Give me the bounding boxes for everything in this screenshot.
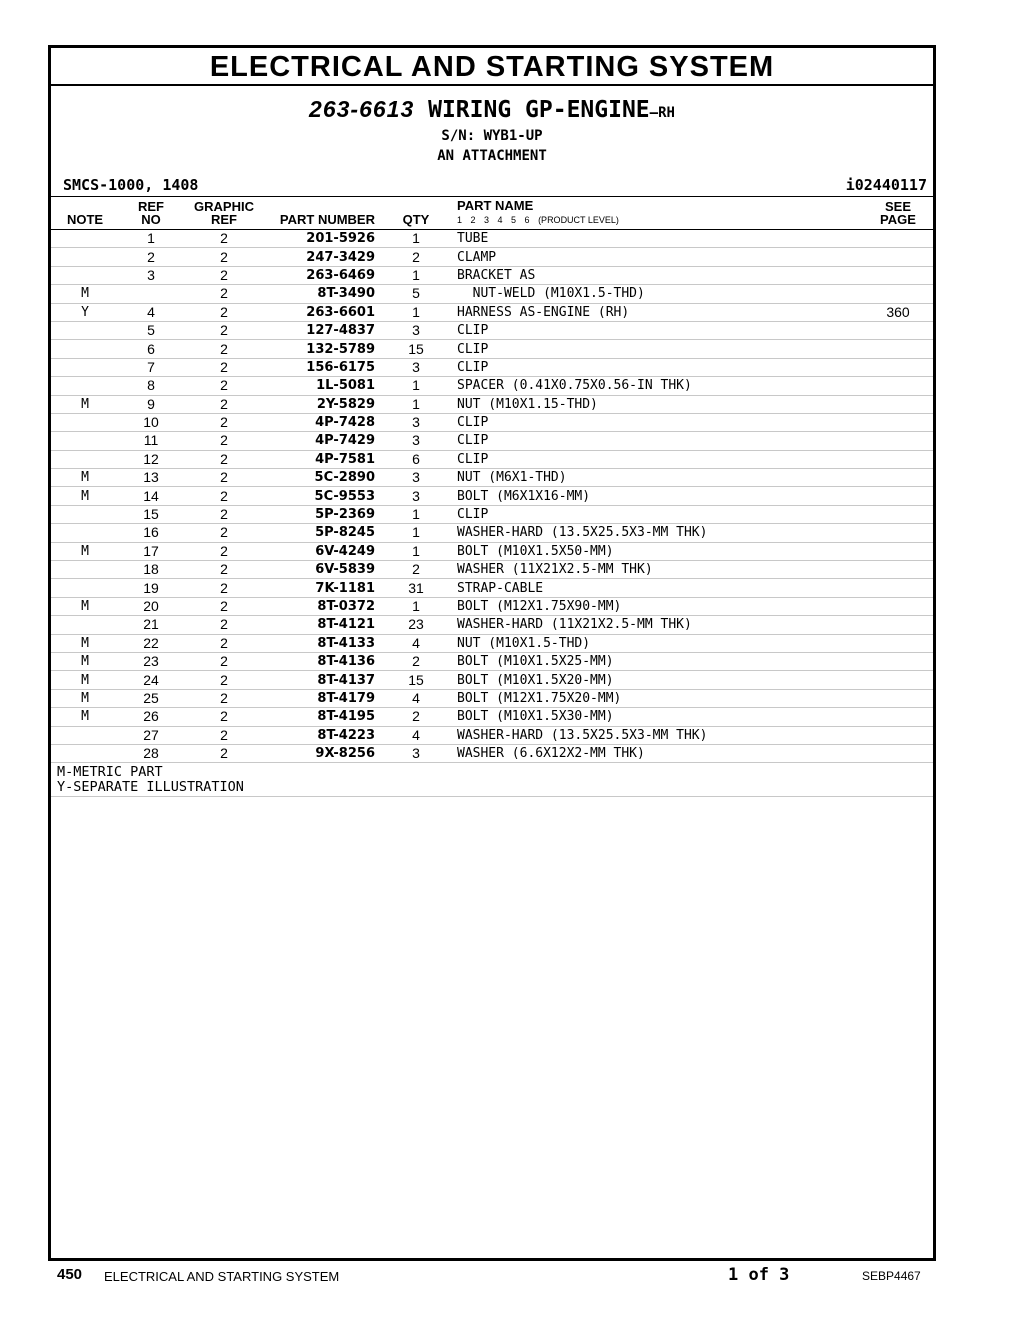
cell-see bbox=[863, 377, 933, 395]
cell-ref: 12 bbox=[119, 450, 183, 468]
cell-note bbox=[51, 377, 119, 395]
cell-pnum: 7K-1181 bbox=[265, 579, 383, 597]
cell-gref: 2 bbox=[183, 689, 265, 707]
cell-note: M bbox=[51, 395, 119, 413]
smcs-code: SMCS-1000, 1408 bbox=[63, 176, 199, 194]
cell-note: M bbox=[51, 671, 119, 689]
table-row bbox=[51, 230, 933, 248]
cell-see bbox=[863, 230, 933, 248]
cell-name: NUT (M10X1.15-THD) bbox=[449, 395, 863, 413]
cell-note: M bbox=[51, 652, 119, 670]
cell-see bbox=[863, 726, 933, 744]
cell-gref: 2 bbox=[183, 358, 265, 376]
cell-name: TUBE bbox=[449, 230, 863, 248]
cell-name: BRACKET AS bbox=[449, 266, 863, 284]
cell-pnum: 5C-9553 bbox=[265, 487, 383, 505]
product-level-label: (PRODUCT LEVEL) bbox=[538, 215, 619, 225]
table-row bbox=[51, 321, 933, 339]
cell-see: 360 bbox=[863, 303, 933, 321]
cell-ref: 2 bbox=[119, 248, 183, 266]
table-row bbox=[51, 505, 933, 523]
cell-name: BOLT (M6X1X16-MM) bbox=[449, 487, 863, 505]
cell-see bbox=[863, 285, 933, 303]
cell-qty: 31 bbox=[383, 579, 449, 597]
cell-qty: 1 bbox=[383, 377, 449, 395]
cell-qty: 1 bbox=[383, 524, 449, 542]
cell-name: CLIP bbox=[449, 340, 863, 358]
cell-ref bbox=[119, 285, 183, 303]
cell-pnum: 8T-4195 bbox=[265, 708, 383, 726]
cell-see bbox=[863, 634, 933, 652]
cell-see bbox=[863, 597, 933, 615]
table-row bbox=[51, 266, 933, 284]
cell-see bbox=[863, 671, 933, 689]
cell-name: NUT-WELD (M10X1.5-THD) bbox=[449, 285, 863, 303]
page-title: ELECTRICAL AND STARTING SYSTEM bbox=[51, 48, 933, 86]
cell-qty: 1 bbox=[383, 505, 449, 523]
table-row bbox=[51, 726, 933, 744]
cell-ref: 8 bbox=[119, 377, 183, 395]
cell-name: CLIP bbox=[449, 432, 863, 450]
cell-qty: 1 bbox=[383, 395, 449, 413]
cell-note bbox=[51, 248, 119, 266]
cell-note bbox=[51, 266, 119, 284]
cell-pnum: 1L-5081 bbox=[265, 377, 383, 395]
cell-note bbox=[51, 340, 119, 358]
cell-pnum: 4P-7428 bbox=[265, 413, 383, 431]
cell-qty: 4 bbox=[383, 689, 449, 707]
col-note: NOTE bbox=[51, 197, 119, 230]
cell-name: WASHER (11X21X2.5-MM THK) bbox=[449, 561, 863, 579]
table-row bbox=[51, 708, 933, 726]
cell-note bbox=[51, 358, 119, 376]
cell-name: CLIP bbox=[449, 450, 863, 468]
cell-name: CLAMP bbox=[449, 248, 863, 266]
group-title: 263-6613 WIRING GP-ENGINE—RH bbox=[309, 96, 675, 123]
notes-legend bbox=[51, 763, 933, 797]
cell-gref: 2 bbox=[183, 744, 265, 762]
table-row bbox=[51, 487, 933, 505]
cell-note bbox=[51, 432, 119, 450]
table-row bbox=[51, 597, 933, 615]
cell-note bbox=[51, 744, 119, 762]
cell-gref: 2 bbox=[183, 450, 265, 468]
table-row bbox=[51, 652, 933, 670]
col-part-name: PART NAME 1 2 3 4 5 6 (PRODUCT LEVEL) bbox=[449, 197, 863, 230]
cell-gref: 2 bbox=[183, 597, 265, 615]
cell-name: HARNESS AS-ENGINE (RH) bbox=[449, 303, 863, 321]
cell-name: WASHER (6.6X12X2-MM THK) bbox=[449, 744, 863, 762]
cell-see bbox=[863, 266, 933, 284]
cell-note: M bbox=[51, 487, 119, 505]
cell-name: CLIP bbox=[449, 505, 863, 523]
table-row bbox=[51, 469, 933, 487]
group-number: 263-6613 bbox=[309, 96, 415, 122]
table-row bbox=[51, 395, 933, 413]
footer-page-of: 1 of 3 bbox=[728, 1265, 790, 1285]
cell-note: M bbox=[51, 469, 119, 487]
cell-ref: 24 bbox=[119, 671, 183, 689]
illustration-id: i02440117 bbox=[845, 176, 927, 194]
cell-qty: 3 bbox=[383, 321, 449, 339]
cell-note bbox=[51, 561, 119, 579]
cell-see bbox=[863, 340, 933, 358]
cell-ref: 6 bbox=[119, 340, 183, 358]
cell-qty: 6 bbox=[383, 450, 449, 468]
cell-gref: 2 bbox=[183, 524, 265, 542]
cell-note bbox=[51, 413, 119, 431]
cell-ref: 4 bbox=[119, 303, 183, 321]
cell-see bbox=[863, 248, 933, 266]
cell-name: BOLT (M10X1.5X25-MM) bbox=[449, 652, 863, 670]
col-see-page: SEE PAGE bbox=[863, 197, 933, 230]
cell-see bbox=[863, 708, 933, 726]
table-row bbox=[51, 413, 933, 431]
cell-gref: 2 bbox=[183, 652, 265, 670]
cell-name: BOLT (M10X1.5X30-MM) bbox=[449, 708, 863, 726]
col-qty: QTY bbox=[383, 197, 449, 230]
cell-ref: 7 bbox=[119, 358, 183, 376]
cell-pnum: 2Y-5829 bbox=[265, 395, 383, 413]
cell-name: NUT (M10X1.5-THD) bbox=[449, 634, 863, 652]
cell-gref: 2 bbox=[183, 561, 265, 579]
cell-qty: 1 bbox=[383, 597, 449, 615]
cell-ref: 17 bbox=[119, 542, 183, 560]
serial-number: S/N: WYB1-UP bbox=[441, 128, 543, 144]
cell-ref: 5 bbox=[119, 321, 183, 339]
cell-ref: 1 bbox=[119, 230, 183, 248]
cell-qty: 5 bbox=[383, 285, 449, 303]
cell-qty: 3 bbox=[383, 744, 449, 762]
cell-qty: 2 bbox=[383, 561, 449, 579]
group-name: WIRING GP-ENGINE bbox=[428, 97, 650, 123]
cell-name: NUT (M6X1-THD) bbox=[449, 469, 863, 487]
cell-gref: 2 bbox=[183, 616, 265, 634]
cell-pnum: 132-5789 bbox=[265, 340, 383, 358]
cell-ref: 3 bbox=[119, 266, 183, 284]
cell-gref: 2 bbox=[183, 579, 265, 597]
cell-qty: 1 bbox=[383, 303, 449, 321]
cell-see bbox=[863, 652, 933, 670]
table-row bbox=[51, 450, 933, 468]
cell-ref: 14 bbox=[119, 487, 183, 505]
cell-pnum: 6V-5839 bbox=[265, 561, 383, 579]
cell-pnum: 4P-7581 bbox=[265, 450, 383, 468]
cell-see bbox=[863, 432, 933, 450]
attachment-label: AN ATTACHMENT bbox=[437, 148, 547, 164]
cell-see bbox=[863, 579, 933, 597]
cell-gref: 2 bbox=[183, 708, 265, 726]
cell-note: M bbox=[51, 542, 119, 560]
cell-pnum: 201-5926 bbox=[265, 230, 383, 248]
table-row bbox=[51, 285, 933, 303]
cell-pnum: 9X-8256 bbox=[265, 744, 383, 762]
cell-see bbox=[863, 616, 933, 634]
cell-pnum: 8T-4133 bbox=[265, 634, 383, 652]
cell-ref: 28 bbox=[119, 744, 183, 762]
table-row bbox=[51, 340, 933, 358]
cell-see bbox=[863, 505, 933, 523]
cell-name: WASHER-HARD (11X21X2.5-MM THK) bbox=[449, 616, 863, 634]
cell-pnum: 247-3429 bbox=[265, 248, 383, 266]
cell-note bbox=[51, 505, 119, 523]
cell-name: STRAP-CABLE bbox=[449, 579, 863, 597]
cell-ref: 11 bbox=[119, 432, 183, 450]
cell-gref: 2 bbox=[183, 321, 265, 339]
legend-metric: M-METRIC PART bbox=[57, 764, 163, 781]
cell-qty: 1 bbox=[383, 542, 449, 560]
cell-gref: 2 bbox=[183, 671, 265, 689]
cell-note bbox=[51, 726, 119, 744]
cell-ref: 23 bbox=[119, 652, 183, 670]
cell-name: SPACER (0.41X0.75X0.56-IN THK) bbox=[449, 377, 863, 395]
cell-qty: 2 bbox=[383, 248, 449, 266]
cell-note: M bbox=[51, 285, 119, 303]
cell-ref: 25 bbox=[119, 689, 183, 707]
cell-see bbox=[863, 395, 933, 413]
cell-name: WASHER-HARD (13.5X25.5X3-MM THK) bbox=[449, 726, 863, 744]
parts-page-frame bbox=[48, 45, 936, 1261]
cell-pnum: 263-6601 bbox=[265, 303, 383, 321]
cell-name: BOLT (M10X1.5X50-MM) bbox=[449, 542, 863, 560]
table-row bbox=[51, 542, 933, 560]
cell-name: CLIP bbox=[449, 413, 863, 431]
cell-note: M bbox=[51, 634, 119, 652]
legend-separate-illustration: Y-SEPARATE ILLUSTRATION bbox=[57, 779, 244, 796]
cell-ref: 21 bbox=[119, 616, 183, 634]
cell-note: Y bbox=[51, 303, 119, 321]
table-row bbox=[51, 248, 933, 266]
cell-ref: 15 bbox=[119, 505, 183, 523]
cell-gref: 2 bbox=[183, 542, 265, 560]
cell-name: CLIP bbox=[449, 321, 863, 339]
cell-pnum: 5P-8245 bbox=[265, 524, 383, 542]
cell-gref: 2 bbox=[183, 395, 265, 413]
cell-note bbox=[51, 450, 119, 468]
cell-gref: 2 bbox=[183, 726, 265, 744]
cell-see bbox=[863, 542, 933, 560]
footer-doc-id: SEBP4467 bbox=[862, 1269, 921, 1283]
cell-pnum: 127-4837 bbox=[265, 321, 383, 339]
cell-note bbox=[51, 321, 119, 339]
cell-gref: 2 bbox=[183, 634, 265, 652]
cell-ref: 20 bbox=[119, 597, 183, 615]
table-row bbox=[51, 524, 933, 542]
cell-gref: 2 bbox=[183, 377, 265, 395]
cell-qty: 3 bbox=[383, 469, 449, 487]
table-row bbox=[51, 377, 933, 395]
table-row bbox=[51, 432, 933, 450]
cell-qty: 1 bbox=[383, 230, 449, 248]
cell-see bbox=[863, 689, 933, 707]
cell-see bbox=[863, 450, 933, 468]
cell-ref: 16 bbox=[119, 524, 183, 542]
cell-qty: 3 bbox=[383, 358, 449, 376]
cell-name: BOLT (M12X1.75X20-MM) bbox=[449, 689, 863, 707]
col-ref-no: REF NO bbox=[119, 197, 183, 230]
table-row bbox=[51, 744, 933, 762]
cell-qty: 15 bbox=[383, 671, 449, 689]
cell-pnum: 156-6175 bbox=[265, 358, 383, 376]
cell-gref: 2 bbox=[183, 413, 265, 431]
cell-qty: 2 bbox=[383, 708, 449, 726]
cell-note bbox=[51, 616, 119, 634]
cell-qty: 3 bbox=[383, 413, 449, 431]
cell-pnum: 8T-4136 bbox=[265, 652, 383, 670]
cell-gref: 2 bbox=[183, 266, 265, 284]
cell-pnum: 8T-4137 bbox=[265, 671, 383, 689]
cell-ref: 9 bbox=[119, 395, 183, 413]
cell-see bbox=[863, 524, 933, 542]
cell-gref: 2 bbox=[183, 432, 265, 450]
cell-name: BOLT (M12X1.75X90-MM) bbox=[449, 597, 863, 615]
cell-note: M bbox=[51, 689, 119, 707]
cell-see bbox=[863, 321, 933, 339]
cell-pnum: 6V-4249 bbox=[265, 542, 383, 560]
cell-gref: 2 bbox=[183, 340, 265, 358]
group-suffix: RH bbox=[658, 105, 675, 121]
cell-qty: 2 bbox=[383, 652, 449, 670]
cell-pnum: 4P-7429 bbox=[265, 432, 383, 450]
col-part-number: PART NUMBER bbox=[265, 197, 383, 230]
cell-ref: 19 bbox=[119, 579, 183, 597]
cell-qty: 3 bbox=[383, 432, 449, 450]
cell-ref: 10 bbox=[119, 413, 183, 431]
cell-gref: 2 bbox=[183, 303, 265, 321]
cell-gref: 2 bbox=[183, 487, 265, 505]
cell-see bbox=[863, 744, 933, 762]
col-graphic-ref: GRAPHIC REF bbox=[183, 197, 265, 230]
cell-qty: 4 bbox=[383, 634, 449, 652]
cell-qty: 1 bbox=[383, 266, 449, 284]
cell-note bbox=[51, 524, 119, 542]
table-header-row bbox=[51, 197, 933, 230]
product-levels: 1 2 3 4 5 6 bbox=[457, 215, 530, 225]
table-row bbox=[51, 671, 933, 689]
cell-gref: 2 bbox=[183, 505, 265, 523]
table-row bbox=[51, 358, 933, 376]
cell-pnum: 263-6469 bbox=[265, 266, 383, 284]
cell-note bbox=[51, 579, 119, 597]
cell-see bbox=[863, 561, 933, 579]
cell-pnum: 5P-2369 bbox=[265, 505, 383, 523]
cell-pnum: 8T-4179 bbox=[265, 689, 383, 707]
cell-gref: 2 bbox=[183, 285, 265, 303]
footer-page-number: 450 bbox=[57, 1266, 83, 1283]
cell-note: M bbox=[51, 708, 119, 726]
footer-section: ELECTRICAL AND STARTING SYSTEM bbox=[104, 1269, 340, 1284]
cell-ref: 18 bbox=[119, 561, 183, 579]
cell-pnum: 8T-0372 bbox=[265, 597, 383, 615]
cell-qty: 3 bbox=[383, 487, 449, 505]
table-row bbox=[51, 579, 933, 597]
table-row bbox=[51, 303, 933, 321]
table-row bbox=[51, 689, 933, 707]
cell-name: CLIP bbox=[449, 358, 863, 376]
cell-see bbox=[863, 358, 933, 376]
cell-gref: 2 bbox=[183, 469, 265, 487]
cell-ref: 26 bbox=[119, 708, 183, 726]
cell-qty: 4 bbox=[383, 726, 449, 744]
cell-qty: 23 bbox=[383, 616, 449, 634]
cell-ref: 22 bbox=[119, 634, 183, 652]
table-row bbox=[51, 634, 933, 652]
cell-qty: 15 bbox=[383, 340, 449, 358]
table-row bbox=[51, 616, 933, 634]
cell-note bbox=[51, 230, 119, 248]
cell-name: BOLT (M10X1.5X20-MM) bbox=[449, 671, 863, 689]
table-row bbox=[51, 561, 933, 579]
cell-note: M bbox=[51, 597, 119, 615]
cell-see bbox=[863, 413, 933, 431]
cell-pnum: 8T-4121 bbox=[265, 616, 383, 634]
cell-gref: 2 bbox=[183, 230, 265, 248]
cell-pnum: 8T-4223 bbox=[265, 726, 383, 744]
cell-gref: 2 bbox=[183, 248, 265, 266]
cell-name: WASHER-HARD (13.5X25.5X3-MM THK) bbox=[449, 524, 863, 542]
cell-ref: 27 bbox=[119, 726, 183, 744]
cell-pnum: 8T-3490 bbox=[265, 285, 383, 303]
cell-ref: 13 bbox=[119, 469, 183, 487]
smcs-row bbox=[51, 174, 933, 197]
cell-pnum: 5C-2890 bbox=[265, 469, 383, 487]
parts-table bbox=[51, 197, 933, 763]
cell-see bbox=[863, 469, 933, 487]
cell-see bbox=[863, 487, 933, 505]
